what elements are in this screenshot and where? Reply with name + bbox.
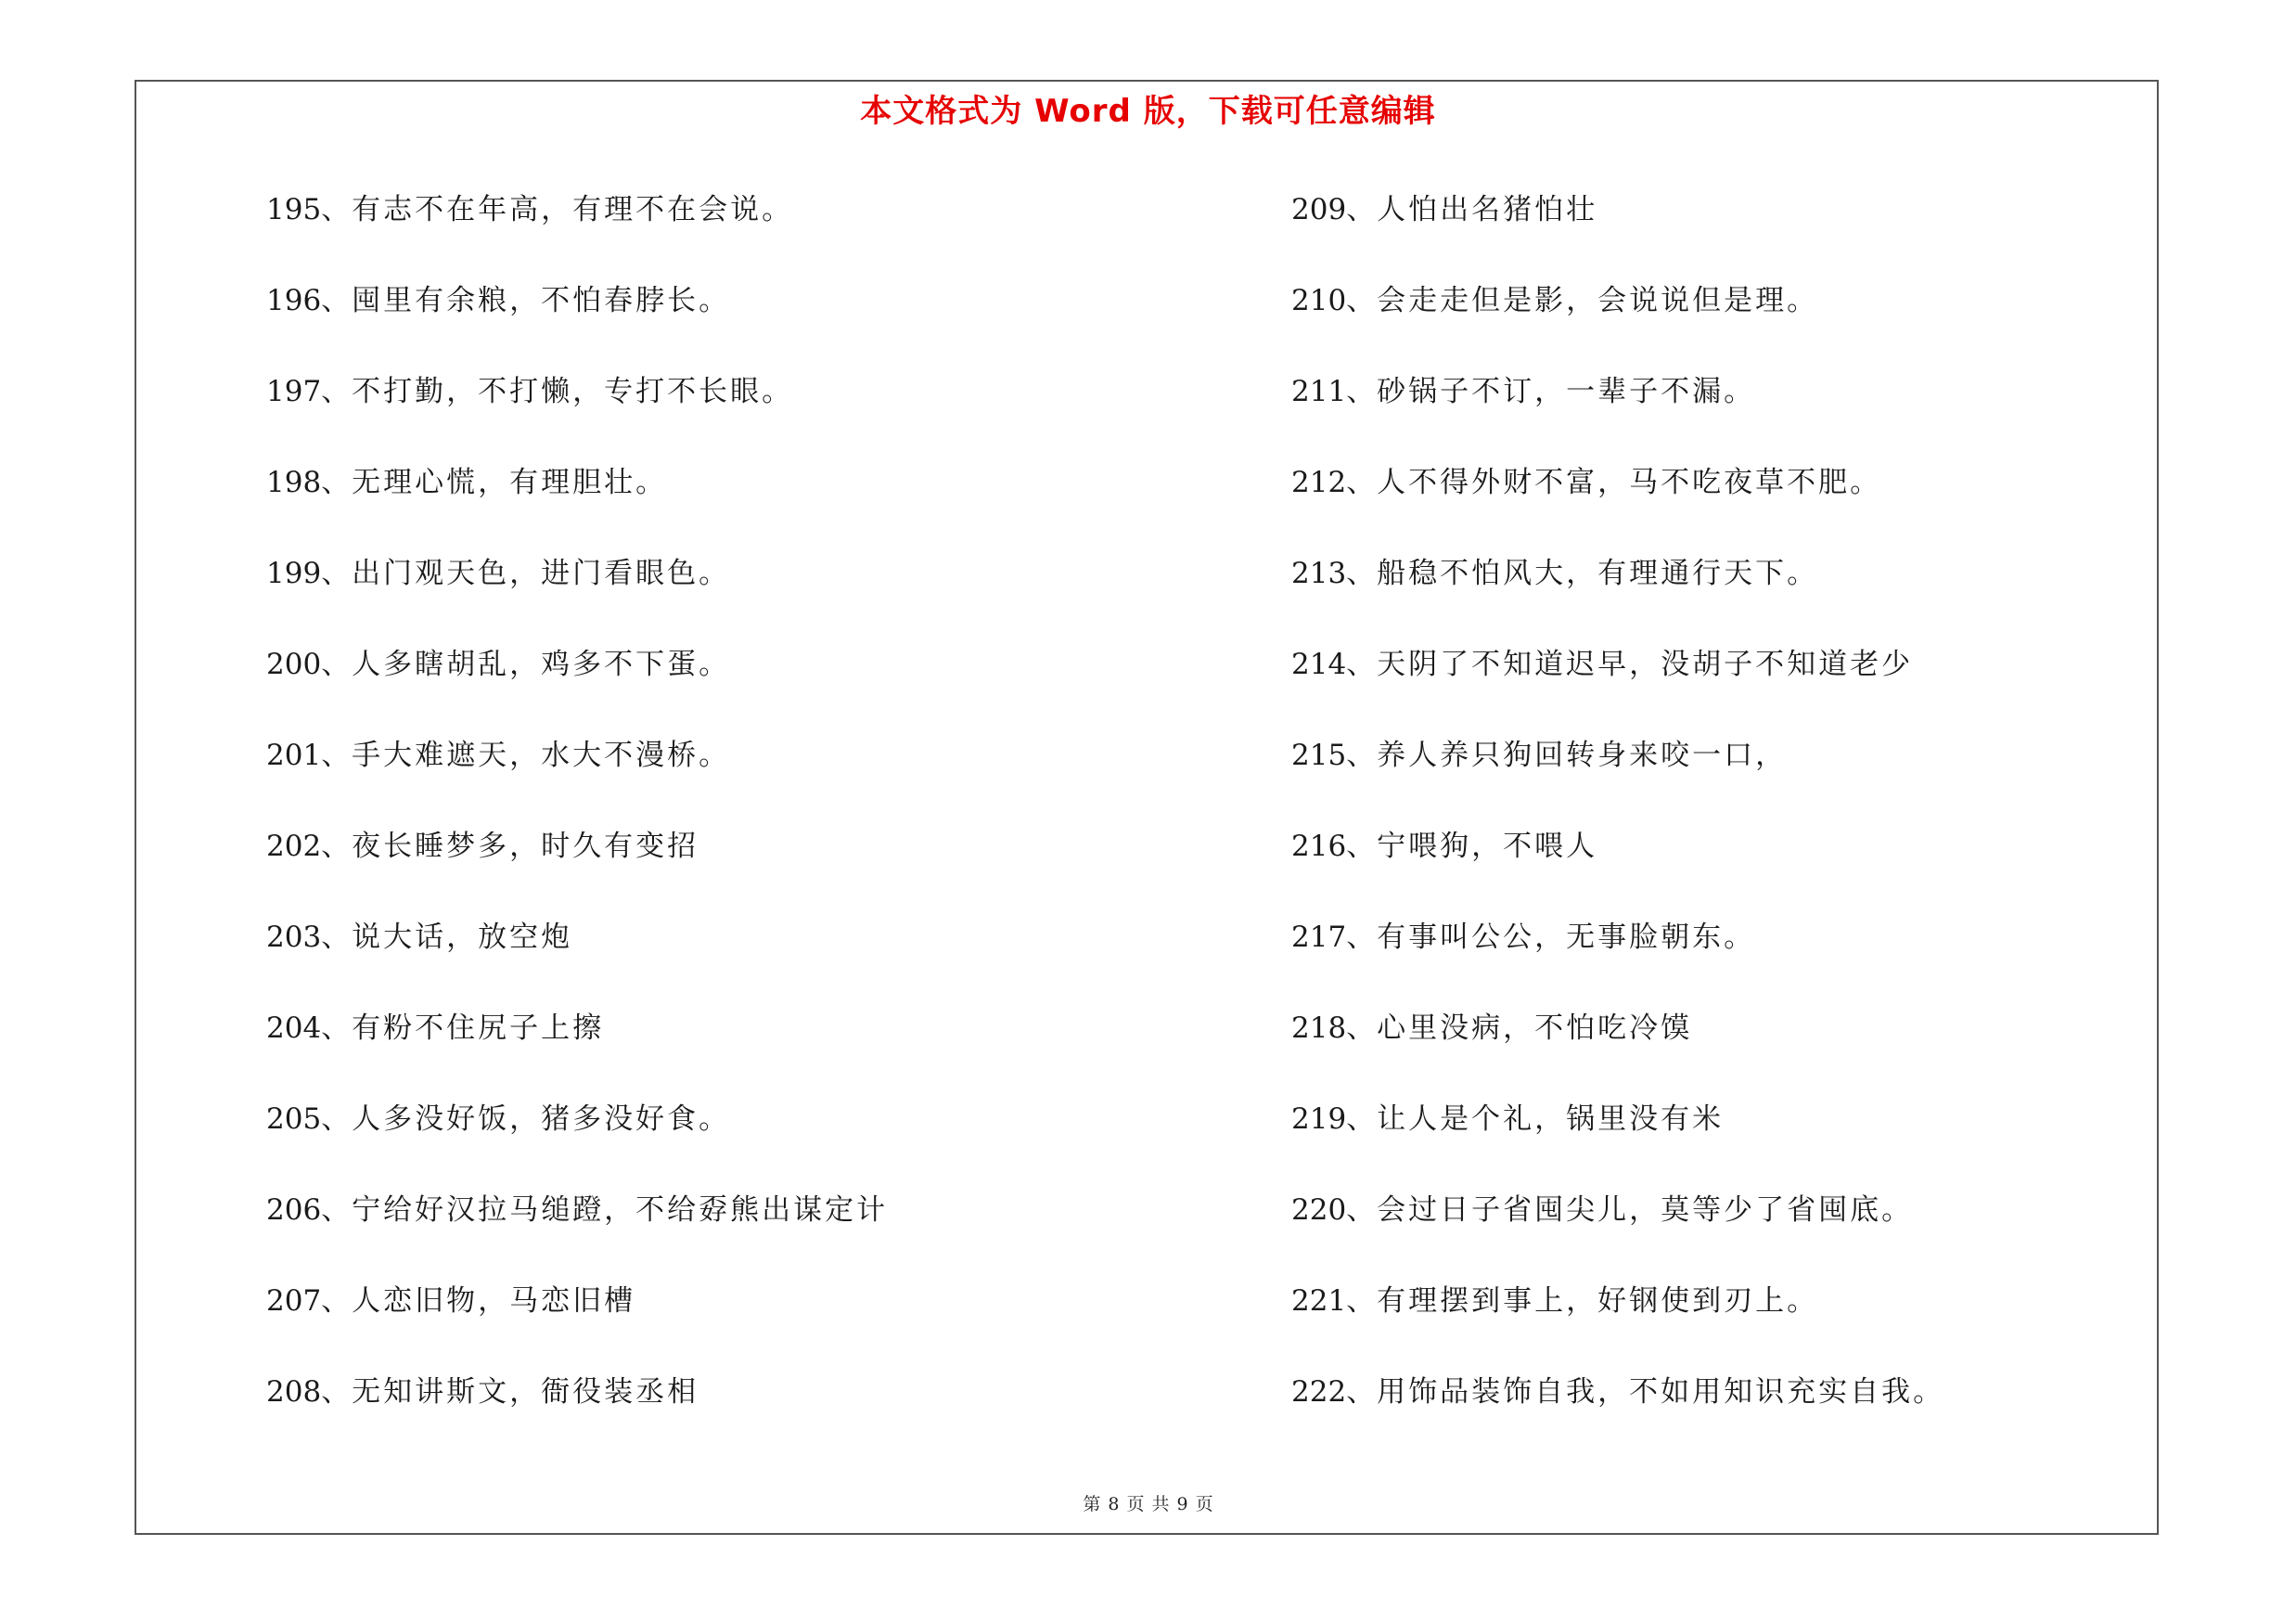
proverb-text: 出门观天色，进门看眼色。 bbox=[352, 557, 731, 590]
proverb-separator: 、 bbox=[321, 466, 351, 499]
proverb-text: 让人是个礼，锅里没有米 bbox=[1377, 1102, 1725, 1136]
proverb-item bbox=[1291, 1182, 2108, 1273]
proverb-item bbox=[1291, 818, 2108, 909]
proverb-separator: 、 bbox=[321, 1193, 351, 1227]
proverb-text: 砂锅子不订，一辈子不漏。 bbox=[1377, 375, 1756, 408]
proverb-list-right bbox=[1291, 182, 2108, 1455]
footer-total-pages: 9 bbox=[1176, 1494, 1188, 1514]
proverb-text: 手大难遮天，水大不漫桥。 bbox=[352, 739, 731, 772]
proverb-number: 217 bbox=[1291, 921, 1347, 954]
proverb-text: 人多没好饭，猪多没好食。 bbox=[352, 1102, 731, 1136]
proverb-separator: 、 bbox=[1346, 1375, 1376, 1409]
proverb-separator: 、 bbox=[321, 921, 351, 954]
proverb-separator: 、 bbox=[321, 557, 351, 590]
proverb-number: 199 bbox=[266, 557, 322, 590]
proverb-separator: 、 bbox=[321, 830, 351, 863]
proverb-separator: 、 bbox=[1346, 739, 1376, 772]
proverb-text: 人恋旧物，马恋旧槽 bbox=[352, 1284, 636, 1318]
proverb-separator: 、 bbox=[1346, 193, 1376, 226]
proverb-separator: 、 bbox=[1346, 375, 1376, 408]
proverb-separator: 、 bbox=[321, 739, 351, 772]
proverb-number: 206 bbox=[266, 1193, 322, 1227]
proverb-number: 215 bbox=[1291, 739, 1347, 772]
footer-gong: 共 bbox=[1151, 1494, 1170, 1514]
proverb-item bbox=[266, 1000, 1194, 1091]
proverb-separator: 、 bbox=[321, 284, 351, 317]
proverb-separator: 、 bbox=[1346, 1102, 1376, 1136]
proverb-separator: 、 bbox=[1346, 1284, 1376, 1318]
proverb-item bbox=[266, 1273, 1194, 1364]
proverb-item bbox=[266, 818, 1194, 909]
proverb-text: 夜长睡梦多，时久有变招 bbox=[352, 830, 699, 863]
proverb-text: 说大话，放空炮 bbox=[352, 921, 573, 954]
proverb-number: 203 bbox=[266, 921, 322, 954]
proverb-separator: 、 bbox=[1346, 648, 1376, 681]
proverb-separator: 、 bbox=[1346, 830, 1376, 863]
proverb-item bbox=[1291, 637, 2108, 728]
proverb-item bbox=[1291, 728, 2108, 818]
proverb-item bbox=[266, 1091, 1194, 1182]
proverb-item bbox=[266, 1364, 1194, 1455]
proverb-text: 宁给好汉拉马缒蹬，不给孬熊出谋定计 bbox=[352, 1193, 889, 1227]
proverb-number: 197 bbox=[266, 375, 322, 408]
proverb-number: 204 bbox=[266, 1011, 322, 1045]
proverb-text: 人怕出名猪怕壮 bbox=[1377, 193, 1598, 226]
proverb-number: 205 bbox=[266, 1102, 322, 1136]
proverb-item bbox=[1291, 909, 2108, 1000]
proverb-number: 196 bbox=[266, 284, 322, 317]
proverb-number: 208 bbox=[266, 1375, 322, 1409]
proverb-item bbox=[1291, 546, 2108, 637]
proverb-item bbox=[1291, 182, 2108, 273]
proverb-separator: 、 bbox=[1346, 1193, 1376, 1227]
proverb-item bbox=[266, 455, 1194, 546]
proverb-item bbox=[1291, 1273, 2108, 1364]
footer-di: 第 bbox=[1083, 1494, 1101, 1514]
proverb-item bbox=[266, 909, 1194, 1000]
proverb-item bbox=[1291, 1000, 2108, 1091]
proverb-separator: 、 bbox=[1346, 466, 1376, 499]
proverb-number: 222 bbox=[1291, 1375, 1347, 1409]
proverb-separator: 、 bbox=[321, 1375, 351, 1409]
proverb-number: 200 bbox=[266, 648, 322, 681]
proverb-text: 宁喂狗，不喂人 bbox=[1377, 830, 1598, 863]
proverb-item bbox=[266, 728, 1194, 818]
proverb-item bbox=[1291, 1364, 2108, 1455]
proverb-text: 船稳不怕风大，有理通行天下。 bbox=[1377, 557, 1819, 590]
proverb-item bbox=[1291, 364, 2108, 455]
proverb-number: 216 bbox=[1291, 830, 1347, 863]
proverb-separator: 、 bbox=[321, 1102, 351, 1136]
proverb-item bbox=[266, 637, 1194, 728]
proverb-number: 210 bbox=[1291, 284, 1347, 317]
proverb-text: 心里没病，不怕吃冷馍 bbox=[1377, 1011, 1693, 1045]
document-header: 本文格式为 Word 版，下载可任意编辑 bbox=[860, 93, 1436, 130]
proverb-number: 212 bbox=[1291, 466, 1347, 499]
proverb-text: 有理摆到事上，好钢使到刃上。 bbox=[1377, 1284, 1819, 1318]
proverb-item bbox=[1291, 1091, 2108, 1182]
proverb-text: 无理心慌，有理胆壮。 bbox=[352, 466, 668, 499]
proverb-separator: 、 bbox=[321, 375, 351, 408]
proverb-number: 219 bbox=[1291, 1102, 1347, 1136]
footer-ye: 页 bbox=[1126, 1494, 1145, 1514]
proverb-separator: 、 bbox=[321, 1011, 351, 1045]
proverb-text: 天阴了不知道迟早，没胡子不知道老少 bbox=[1377, 648, 1914, 681]
proverb-number: 214 bbox=[1291, 648, 1347, 681]
proverb-number: 213 bbox=[1291, 557, 1347, 590]
proverb-text: 有粉不住尻子上擦 bbox=[352, 1011, 605, 1045]
proverb-separator: 、 bbox=[321, 1284, 351, 1318]
proverb-number: 198 bbox=[266, 466, 322, 499]
proverb-text: 会过日子省囤尖儿，莫等少了省囤底。 bbox=[1377, 1193, 1914, 1227]
proverb-separator: 、 bbox=[1346, 557, 1376, 590]
proverb-text: 有事叫公公，无事脸朝东。 bbox=[1377, 921, 1756, 954]
footer-current-page: 8 bbox=[1108, 1494, 1120, 1514]
proverb-number: 201 bbox=[266, 739, 322, 772]
proverb-text: 会走走但是影，会说说但是理。 bbox=[1377, 284, 1819, 317]
proverb-item bbox=[266, 1182, 1194, 1273]
proverb-number: 218 bbox=[1291, 1011, 1347, 1045]
proverb-separator: 、 bbox=[321, 648, 351, 681]
proverb-text: 有志不在年高，有理不在会说。 bbox=[352, 193, 794, 226]
proverb-number: 221 bbox=[1291, 1284, 1347, 1318]
proverb-separator: 、 bbox=[321, 193, 351, 226]
proverb-number: 202 bbox=[266, 830, 322, 863]
proverb-number: 195 bbox=[266, 193, 322, 226]
proverb-text: 人多瞎胡乱，鸡多不下蛋。 bbox=[352, 648, 731, 681]
proverb-separator: 、 bbox=[1346, 1011, 1376, 1045]
proverb-item bbox=[266, 546, 1194, 637]
proverb-separator: 、 bbox=[1346, 921, 1376, 954]
proverb-item bbox=[1291, 273, 2108, 364]
page-footer bbox=[0, 1490, 2296, 1515]
proverb-item bbox=[1291, 455, 2108, 546]
proverb-separator: 、 bbox=[1346, 284, 1376, 317]
proverb-text: 无知讲斯文，衙役装丞相 bbox=[352, 1375, 699, 1409]
proverb-number: 209 bbox=[1291, 193, 1347, 226]
proverb-text: 人不得外财不富，马不吃夜草不肥。 bbox=[1377, 466, 1882, 499]
proverb-item bbox=[266, 364, 1194, 455]
proverb-text: 用饰品装饰自我，不如用知识充实自我。 bbox=[1377, 1375, 1945, 1409]
proverb-text: 不打勤，不打懒，专打不长眼。 bbox=[352, 375, 794, 408]
proverb-item bbox=[266, 182, 1194, 273]
footer-ye-2: 页 bbox=[1195, 1494, 1213, 1514]
proverb-number: 220 bbox=[1291, 1193, 1347, 1227]
proverb-number: 211 bbox=[1291, 375, 1347, 408]
proverb-text: 囤里有余粮，不怕春脖长。 bbox=[352, 284, 731, 317]
proverb-text: 养人养只狗回转身来咬一口， bbox=[1377, 739, 1788, 772]
proverb-item bbox=[266, 273, 1194, 364]
proverb-list-left bbox=[266, 182, 1194, 1455]
proverb-number: 207 bbox=[266, 1284, 322, 1318]
